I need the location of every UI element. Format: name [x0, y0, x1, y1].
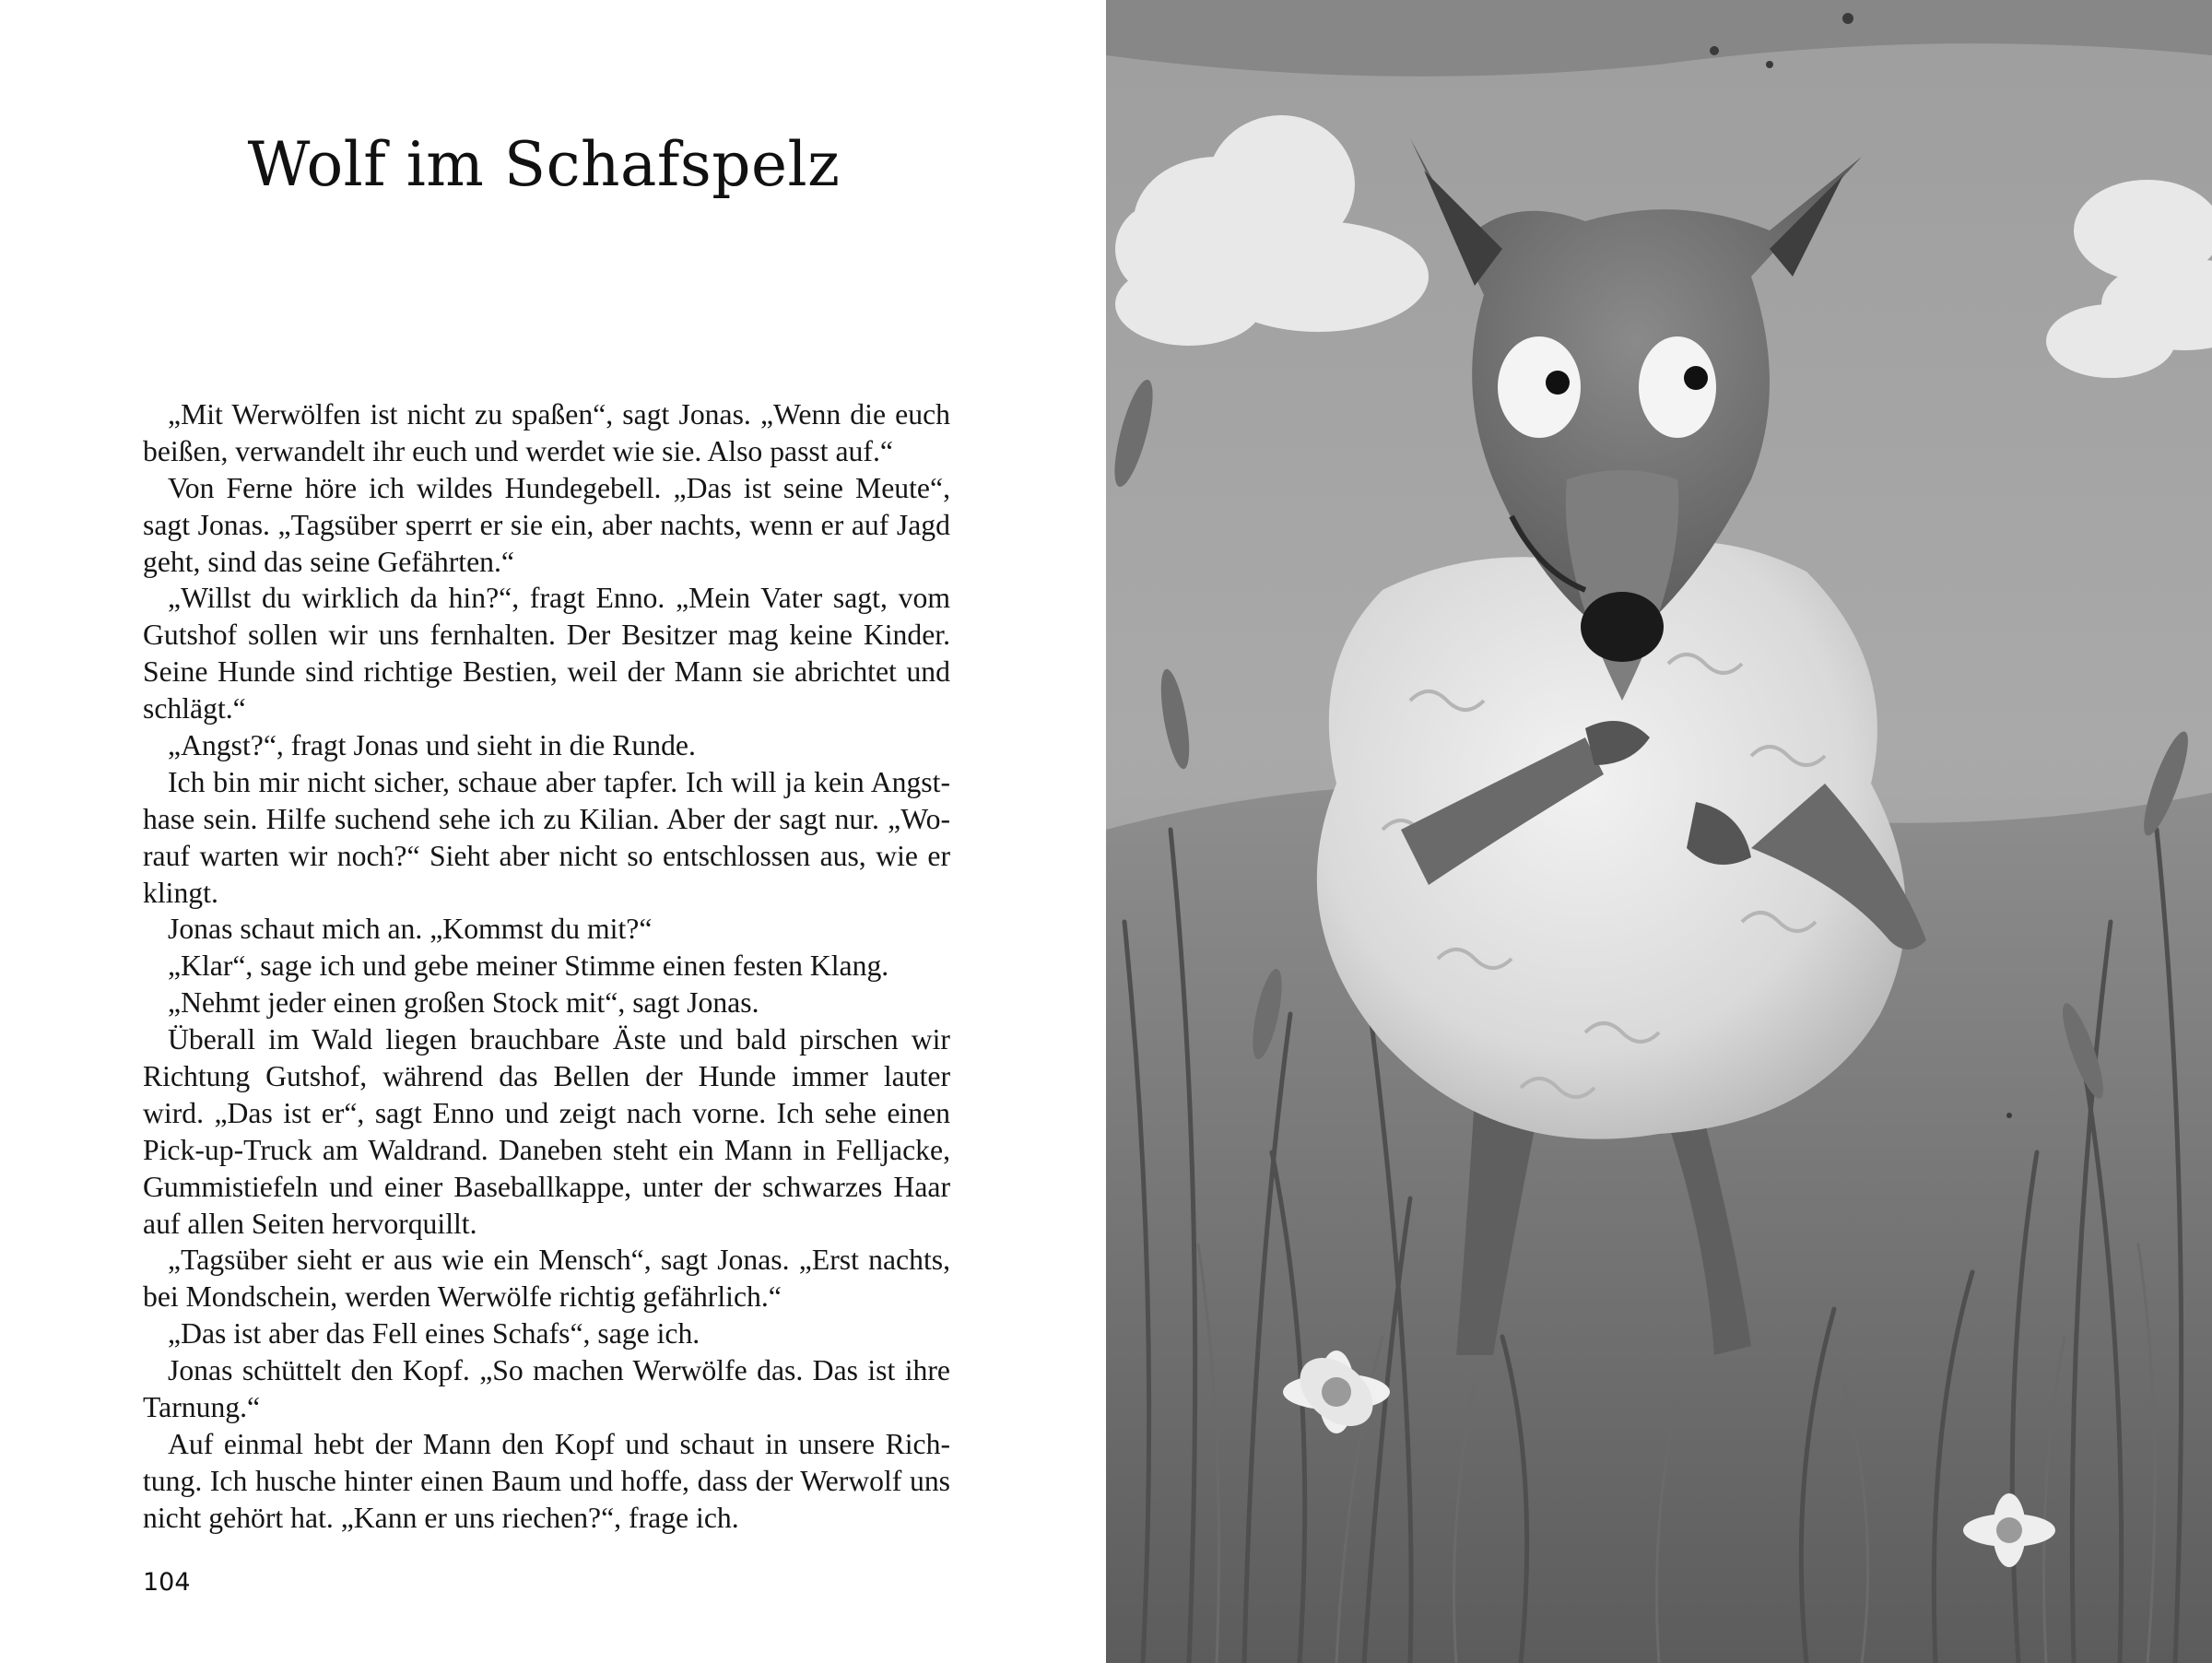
- text-line: „Mit Werwölfen ist nicht zu spaßen“, sagt Jonas. „Wenn die euch: [168, 398, 950, 430]
- text-line: auf allen Seiten hervorquillt.: [143, 1207, 477, 1240]
- text-line: Ich bin mir nicht sicher, schaue aber tapfer. Ich will ja kein Angst-: [168, 765, 950, 798]
- text-line: „Willst du wirklich da hin?“, fragt Enno. „Mein Vater sagt, vom: [168, 582, 950, 615]
- text-line: Richtung Gutshof, während das Bellen der Hunde immer lauter: [143, 1060, 950, 1093]
- text-line: „Angst?“, fragt Jonas und sieht in die Runde.: [168, 729, 696, 762]
- text-line: geht, sind das seine Gefährten.“: [143, 545, 514, 578]
- text-line: Jonas schüttelt den Kopf. „So machen Werwölfe das. Das ist ihre: [168, 1354, 950, 1387]
- text-line: tung. Ich husche hinter einen Baum und hoffe, dass der Werwolf uns: [143, 1464, 950, 1497]
- text-line: Überall im Wald liegen brauchbare Äste und bald pirschen wir: [168, 1023, 950, 1056]
- chapter-title: Wolf im Schafspelz: [247, 129, 841, 200]
- text-line: Tarnung.“: [143, 1391, 261, 1424]
- text-line: „Das ist aber das Fell eines Schafs“, sage ich.: [168, 1317, 700, 1350]
- text-line: „Tagsüber sieht er aus wie ein Mensch“, sagt Jonas. „Erst nachts,: [168, 1244, 950, 1277]
- text-line: „Nehmt jeder einen großen Stock mit“, sagt Jonas.: [168, 986, 759, 1020]
- text-line: Jonas schaut mich an. „Kommst du mit?“: [168, 913, 653, 946]
- text-line: Gummistiefeln und einer Baseballkappe, unter der schwarzes Haar: [143, 1170, 950, 1203]
- chapter-body-text: [143, 396, 950, 1537]
- text-line: sagt Jonas. „Tagsüber sperrt er sie ein, aber nachts, wenn er auf Jagd: [143, 508, 950, 541]
- text-line: bei Mondschein, werden Werwölfe richtig gefährlich.“: [143, 1280, 782, 1314]
- text-line: schlägt.“: [143, 692, 246, 725]
- text-line: Seine Hunde sind richtige Bestien, weil der Mann sie abrichtet und: [143, 655, 950, 689]
- text-line: wird. „Das ist er“, sagt Enno und zeigt nach vorne. Ich sehe einen: [143, 1096, 950, 1129]
- text-line: hase sein. Hilfe suchend sehe ich zu Kilian. Aber der sagt nur. „Wo-: [143, 802, 950, 835]
- text-line: Auf einmal hebt der Mann den Kopf und schaut in unsere Rich-: [168, 1427, 950, 1460]
- wolf-in-sheepskin-illustration: [1106, 0, 2212, 1663]
- text-line: nicht gehört hat. „Kann er uns riechen?“, frage ich.: [143, 1501, 739, 1534]
- text-line: „Klar“, sage ich und gebe meiner Stimme einen festen Klang.: [168, 949, 889, 983]
- text-line: Pick-up-Truck am Waldrand. Daneben steht ein Mann in Felljacke,: [143, 1133, 950, 1166]
- text-line: Gutshof sollen wir uns fernhalten. Der Besitzer mag keine Kinder.: [143, 619, 950, 652]
- text-line: klingt.: [143, 876, 218, 909]
- text-line: Von Ferne höre ich wildes Hundegebell. „Das ist seine Meute“,: [168, 471, 950, 504]
- right-page-illustration: [1106, 0, 2212, 1663]
- wolf-nose: [1581, 592, 1664, 662]
- text-line: beißen, verwandelt ihr euch und werdet wie sie. Also passt auf.“: [143, 434, 893, 467]
- text-line: rauf warten wir noch?“ Sieht aber nicht so entschlossen aus, wie er: [143, 839, 950, 872]
- page-number: 104: [143, 1568, 191, 1597]
